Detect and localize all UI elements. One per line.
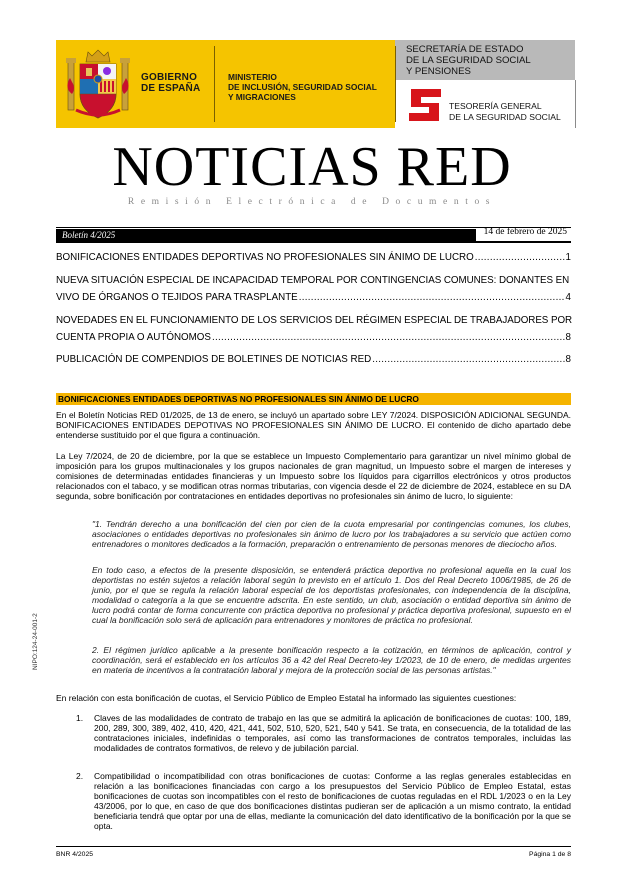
paragraph: En relación con esta bonificación de cuotas, el Servicio Público de Empleo Estatal ha informado las siguientes cuestiones: <box>56 693 517 703</box>
page-title: NOTICIAS RED <box>112 136 512 198</box>
quote-paragraph: "1. Tendrán derecho a una bonificación del cien por cien de la cuota empresarial por contingencias comunes, los clubes, asociaciones o entidades deportivas no profesionales sin ánimo de lucro por los trabajadores a su servicio que actúen como entrenadores o monitores dedicados a la formación, preparación o entrenamiento de personas menores de dieciocho años. <box>92 519 571 549</box>
gobierno-label: GOBIERNO DE ESPAÑA <box>141 72 201 94</box>
toc-entry-text[interactable]: BONIFICACIONES ENTIDADES DEPORTIVAS NO PROFESIONALES SIN ÁNIMO DE LUCRO <box>56 252 474 263</box>
list-item-number: 2. <box>76 771 84 781</box>
paragraph: La Ley 7/2024, de 20 de diciembre, por la que se establece un Impuesto Complementario para garantizar un nivel mínimo global de imposición para los grupos multinacionales y los grupos nacionales de gran magnitud, un Impuesto sobre el margen de intereses y comisiones de determinadas entidades financieras y un Impuesto sobre los líquidos para cigarrillos electrónicos y otros productos relacionados con el tabaco, y se modifican otras normas tributarias, con vigencia desde el 22 de diciembre de 2024, establece en su DA segunda, sobre bonificación por contrataciones en entidades deportivas no profesionales sin ánimo de lucro, lo siguiente: <box>56 451 571 501</box>
toc-entry[interactable] <box>56 250 571 267</box>
toc-leader-dots <box>475 250 565 267</box>
coat-of-arms-icon <box>66 48 130 122</box>
tesoreria-label: TESORERÍA GENERAL DE LA SEGURIDAD SOCIAL <box>449 101 561 122</box>
section-heading: BONIFICACIONES ENTIDADES DEPORTIVAS NO PROFESIONALES SIN ÁNIMO DE LUCRO <box>56 393 571 405</box>
bulletin-bar <box>56 227 571 243</box>
ministerio-label: MINISTERIO DE INCLUSIÓN, SEGURIDAD SOCIAL Y MIGRACIONES <box>228 72 377 102</box>
list-item-number: 1. <box>76 713 84 723</box>
toc-entry-text[interactable]: CUENTA PROPIA O AUTÓNOMOS <box>56 331 211 343</box>
toc-entry[interactable] <box>56 352 571 369</box>
nipo-code-text: NIPO:124-24-001-2 <box>32 613 39 670</box>
seguridad-social-logo-icon <box>407 87 443 123</box>
toc-entry[interactable] <box>56 273 571 306</box>
toc-entry-text[interactable]: PUBLICACIÓN DE COMPENDIOS DE BOLETINES DE NOTICIAS RED <box>56 354 372 365</box>
toc-entry-text[interactable]: VIVO DE ÓRGANOS O TEJIDOS PARA TRASPLANTE <box>56 291 298 303</box>
header-divider <box>575 80 576 128</box>
toc-page-number[interactable]: 4 <box>565 291 571 303</box>
toc-leader-dots <box>299 290 565 307</box>
quote-paragraph: En todo caso, a efectos de la presente disposición, se entenderá práctica deportiva no profesional aquella en la cual los deportistas no estén sujetos a relación laboral según lo previsto en el artículo 1. Dos del Real Decreto 1006/1985, de 26 de junio, por el que se regula la relación laboral especial de los deportistas profesionales, con independencia de la disciplina, modalidad o categoría a la que se encuentre adscrita. En este sentido, un club, asociación o entidad deportiva sin ánimo de lucro podrá contar de forma concurrente con práctica deportiva no profesional y práctica deportiva profesional, supuesto en el cual la bonificación solo será de aplicación para entrenadores y monitores de práctica no profesional. <box>92 565 571 625</box>
page-subtitle: Remisión Electrónica de Documentos <box>127 197 497 207</box>
toc-entry[interactable] <box>56 313 571 346</box>
toc-entry-text-line1[interactable]: NUEVA SITUACIÓN ESPECIAL DE INCAPACIDAD TEMPORAL POR CONTINGENCIAS COMUNES: DONANTES EN <box>56 275 570 286</box>
bulletin-number-band <box>56 229 476 242</box>
secretaria-label: SECRETARÍA DE ESTADO DE LA SEGURIDAD SOCIAL Y PENSIONES <box>406 44 531 77</box>
toc-page-number[interactable]: 8 <box>565 331 571 343</box>
paragraph: En el Boletín Noticias RED 01/2025, de 13 de enero, se incluyó un apartado sobre LEY 7/2024. DISPOSICIÓN ADICIONAL SEGUNDA. BONIFICACIONES ENTIDADES DEPOTIVAS NO PROFESIONALES SIN ÁNIMO DE LUCRO. El contenido de dicho apartado debe entenderse sustituido por el que figura a continuación. <box>56 410 571 440</box>
list-item-text: Claves de las modalidades de contrato de trabajo en las que se admitirá la aplicación de bonificaciones de cuotas: 100, 189, 200, 289, 300, 389, 402, 410, 420, 421, 441, 502, 510, 520, 521, 540 y 541. Se trata, en consecuencia, de la totalidad de las contrataciones iniciales, indefinidas o temporales, así como las transformaciones de contratos temporales, incluidas las modalidades de contratos formativos, de relevo y de jubilación parcial. <box>94 713 571 753</box>
footer-page-number: Página 1 de 8 <box>529 851 571 858</box>
toc-leader-dots <box>212 330 565 347</box>
toc-leader-dots <box>372 352 564 369</box>
bulletin-date: 14 de febrero de 2025 <box>483 227 567 237</box>
list-item-text: Compatibilidad o incompatibilidad con otras bonificaciones de cuotas: Conforme a las reglas generales establecidas en relación a las bonificaciones financiadas con cargo a los presupuestos del Servicio Público de Empleo Estatal, estas bonificaciones de cuotas son incompatibles con el resto de bonificaciones de cuotas reguladas en el RDL 1/2023 o en la Ley 43/2006, por lo que, en caso de que dos bonificaciones distintas pudieran ser de aplicación a un mismo contrato, la entidad beneficiaria tendrá que optar por una de ellas, mediante la comunicación del dato identificativo de la bonificación por la que se opta. <box>94 771 571 831</box>
toc-entry-text-line1[interactable]: NOVEDADES EN EL FUNCIONAMIENTO DE LOS SERVICIOS DEL RÉGIMEN ESPECIAL DE TRABAJADORES POR <box>56 315 573 326</box>
toc-page-number[interactable]: 1 <box>565 252 571 263</box>
toc-page-number[interactable]: 8 <box>565 354 571 365</box>
quote-paragraph: 2. El régimen jurídico aplicable a la presente bonificación respecto a la cotización, en términos de aplicación, control y coordinación, será el establecido en los artículos 36 a 42 del Real Decreto-ley 1/2023, de 10 de enero, de medidas urgentes en materia de incentivos a la contratación laboral y mejora de la protección social de las personas artistas." <box>92 645 571 675</box>
nipo-code <box>32 600 42 670</box>
bulletin-number: Boletín 4/2025 <box>62 230 116 240</box>
footer-rule <box>56 846 571 847</box>
header-divider <box>395 46 396 122</box>
footer-bulletin-ref: BNR 4/2025 <box>56 851 94 858</box>
